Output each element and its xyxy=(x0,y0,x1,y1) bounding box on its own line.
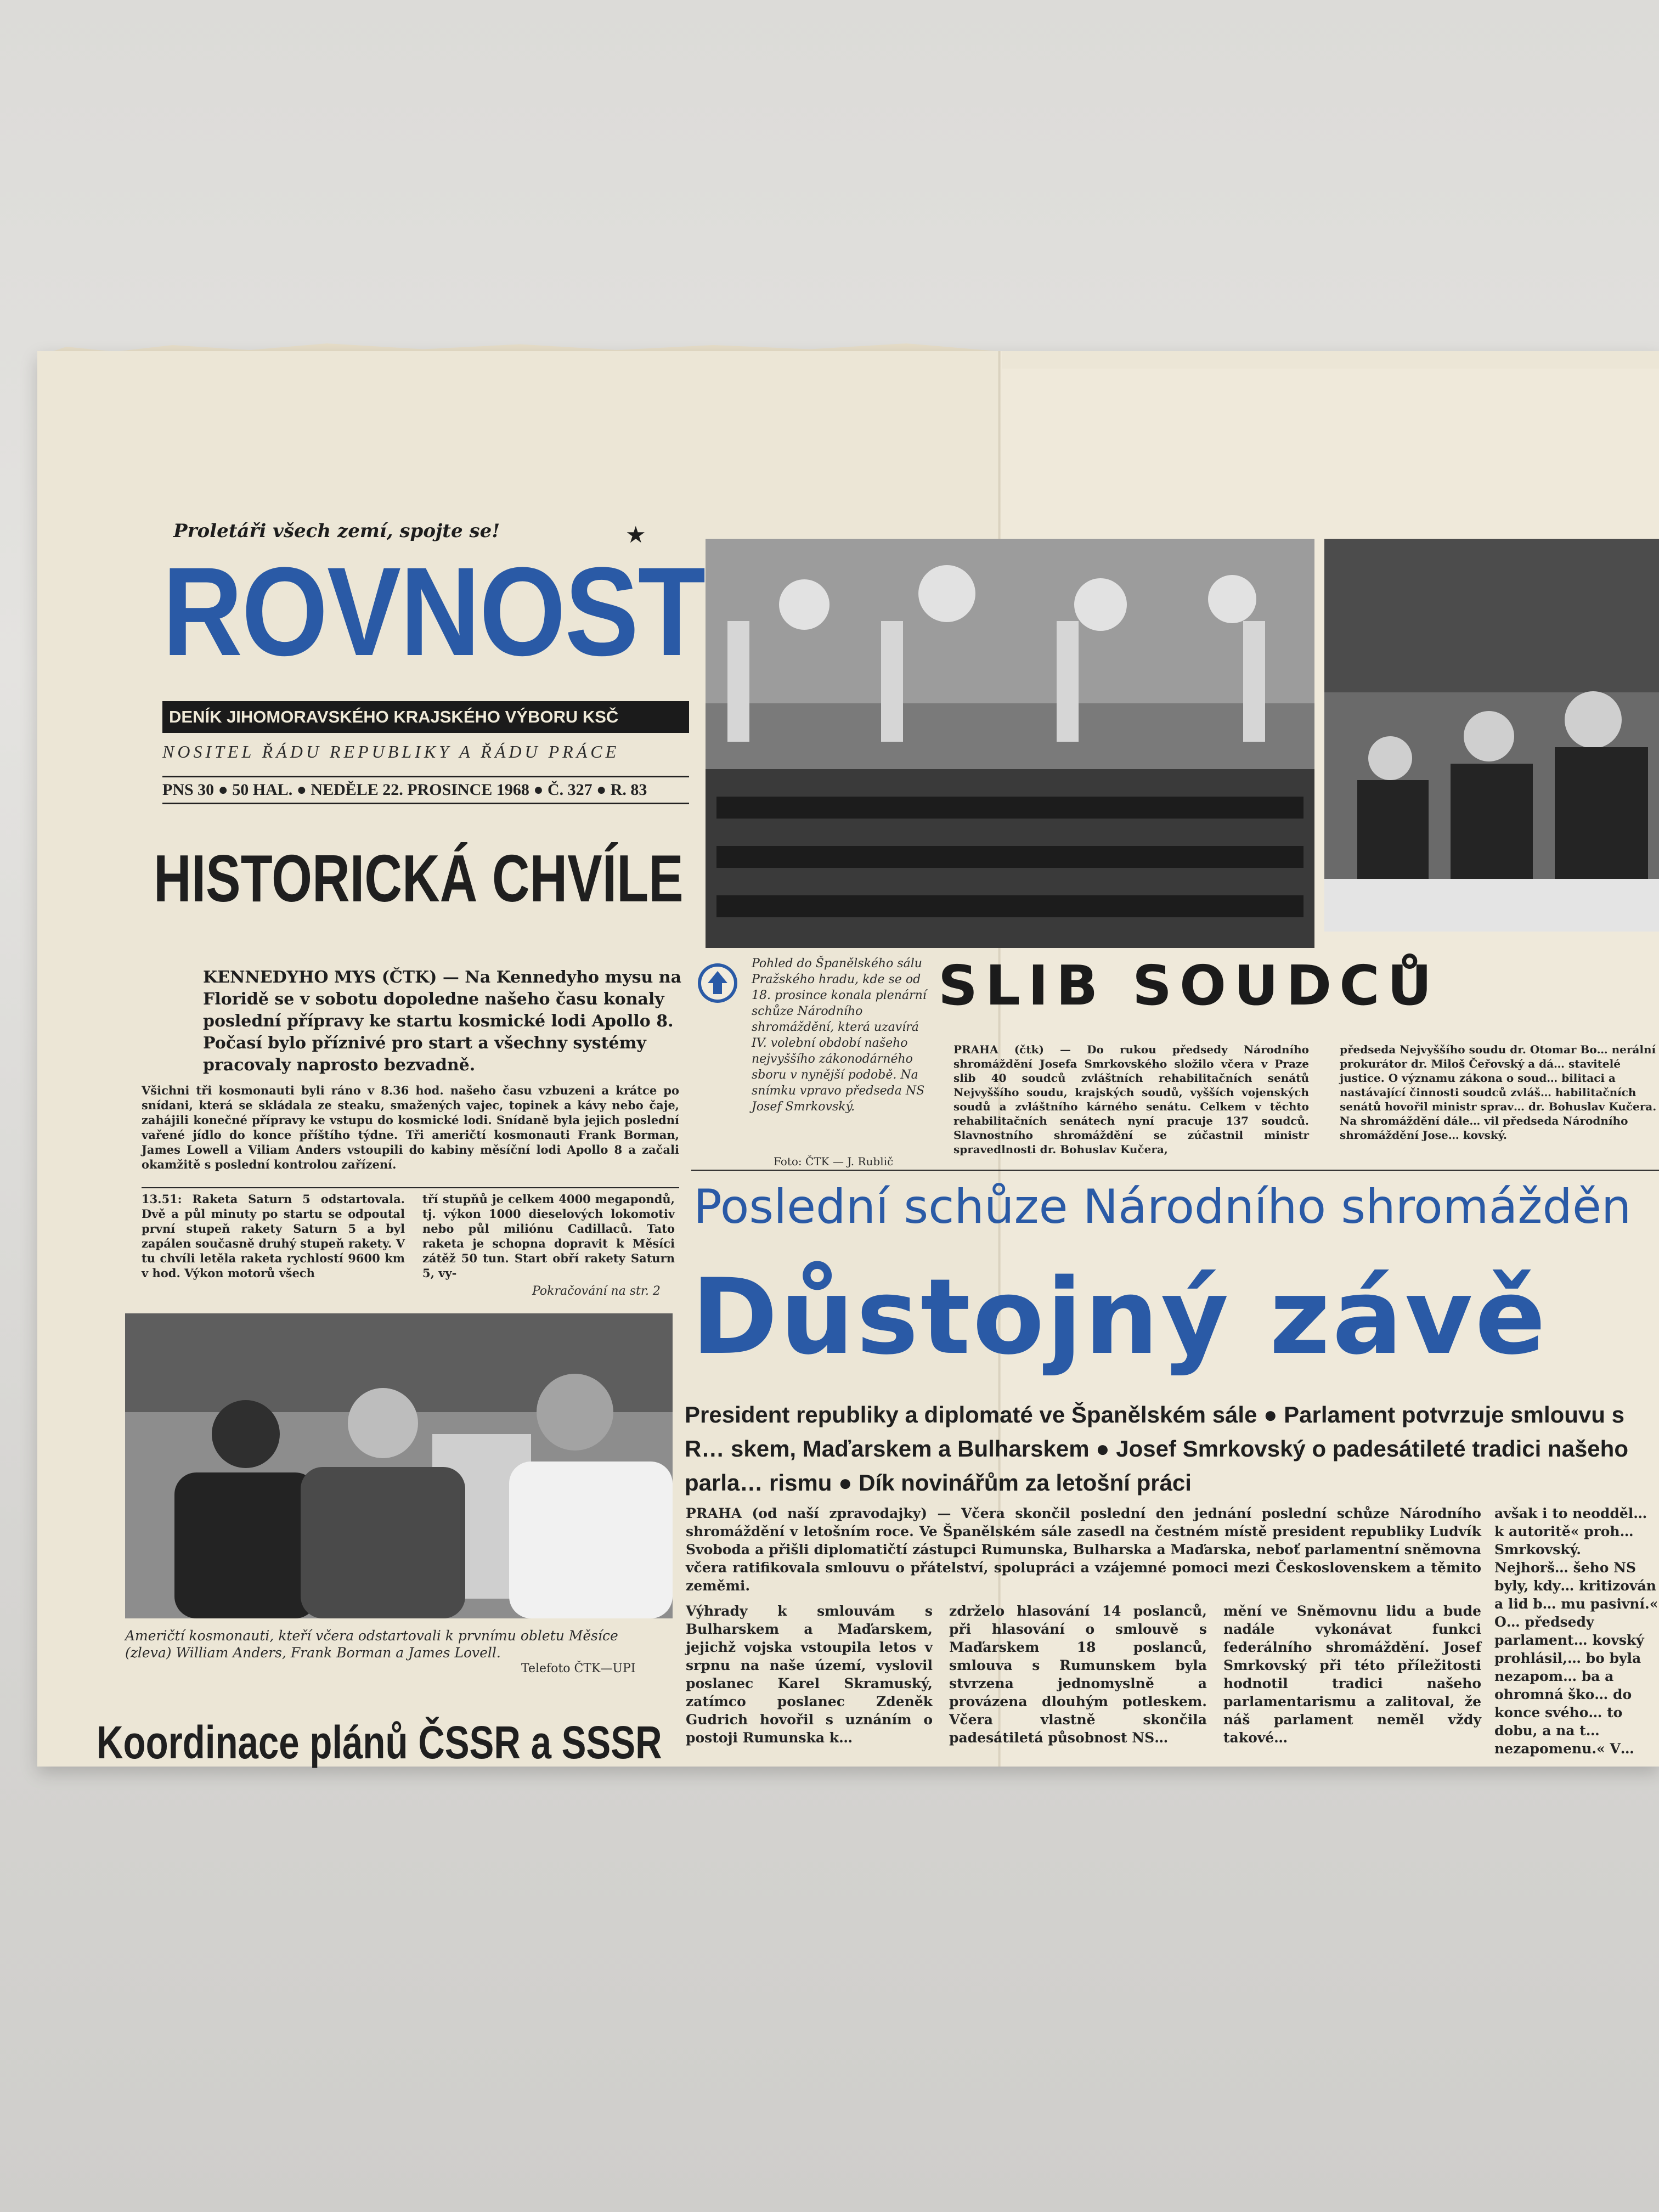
article-paragraph: PRAHA (od naší zpravodajky) — Včera skončil poslední den jednání poslední schůze Národního shromáždění v letošním roce. Ve Španělském sále zasedl na čestném místě president republiky Ludvík Svoboda a přišli diplomatičtí zástupci Rumunska, Bulharska a Maďarska, neboť parlamentní sněmovna včera ratifikovala smlouvu o přátelství, spolupráci a vzájemné pomoci mezi Československem a těmito zeměmi. xyxy=(686,1505,1481,1594)
article-paragraph: Výhrady k smlouvám s Bulharskem a Maďarskem, jejichž vojska vstoupila letos v srpnu na naše území, vyslovil poslanec Karel Skramuský, zatímco poslanec Zdeněk Gudrich hovořil s uznáním o postoji Rumunska k… xyxy=(686,1603,933,1746)
smrkovsky-photo xyxy=(1324,539,1659,932)
spanish-hall-photo xyxy=(706,539,1314,948)
masthead-order: NOSITEL ŘÁDU REPUBLIKY A ŘÁDU PRÁCE xyxy=(162,742,620,761)
headline-slib-soudcu: SLIB SOUDCŮ xyxy=(938,953,1440,1018)
divider xyxy=(691,1170,1659,1171)
photo-credit-hall: Foto: ČTK — J. Rublič xyxy=(774,1155,894,1168)
headline-koordinace: Koordinace plánů ČSSR a SSSR xyxy=(97,1717,662,1768)
headline-dustojny-zaver: Důstojný závě xyxy=(691,1256,1548,1378)
headline-historicka-chvile: HISTORICKÁ CHVÍLE xyxy=(154,841,684,916)
dateline: PNS 30 ● 50 HAL. ● NEDĚLE 22. PROSINCE 1968 ● Č. 327 ● R. 83 xyxy=(162,776,689,804)
continued-note: Pokračování na str. 2 xyxy=(532,1284,661,1298)
masthead-title: ROVNOST xyxy=(162,541,705,682)
photo-caption-astronauts: Američtí kosmonauti, kteří včera odstartovali k prvnímu obletu Měsíce (zleva) William Anders, Frank Borman a James Lovell. xyxy=(125,1628,618,1661)
article-paragraph: avšak i to neodděl… k autoritě« proh… Smrkovský. Nejhorš… šeho NS byly, kdy… kritizován a lid b… mu pasivní.« O… předsedy parlament… kovský prohlásil,… bo byla nezapom… ba a ohromná ško… do konce svého… to dobu, a na t… nezapomenu.« V… xyxy=(1494,1505,1658,1757)
photo-caption-hall: Pohled do Španělského sálu Pražského hradu, kde se od 18. prosince konala plenární schůze Národního shromáždění, která uzavírá IV. volební období našeho nejvyššího zákonodárného sboru v nynější podobě. Na snímku vpravo předseda NS Josef Smrkovský. xyxy=(752,957,927,1114)
masthead-motto: Proletáři všech zemí, spojte se! xyxy=(173,520,500,542)
article-paragraph: 13.51: Raketa Saturn 5 odstartovala. Dvě a půl minuty po startu se odpoutal první stupeň rakety Saturn 5 a byl zapálen současně druhý stupeň rakety. V tu chvíli letěla raketa rychlostí 9600 km v hod. Výkon motorů všech xyxy=(142,1192,405,1280)
star-icon: ★ xyxy=(625,521,646,548)
article-lead: KENNEDYHO MYS (ČTK) — Na Kennedyho mysu na Floridě se v sobotu dopoledne našeho času konaly poslední přípravy ke startu kosmické lodi Apollo 8. Počasí bylo příznivé pro start a všechny systémy pracovaly naprosto bezvadně. xyxy=(203,968,682,1075)
photo-credit: Telefoto ČTK—UPI xyxy=(521,1662,636,1675)
article-paragraph: PRAHA (čtk) — Do rukou předsedy Národního shromáždění Josefa Smrkovského složilo včera v Praze slib 40 soudců zvláštních rehabilitačních senátů Nejvyššího soudu, krajských soudů, vyšších vojenských soudů a zvláštního kárného senátu. Celkem v těchto rehabilitačních senátech nyní pracuje 137 soudců. Slavnostního shromáždění se zúčastnil ministr spravedlnosti dr. Bohuslav Kučera, xyxy=(953,1043,1309,1156)
arrow-up-icon xyxy=(698,963,737,1003)
article-paragraph: předseda Nejvyššího soudu dr. Otomar Bo… nerální prokurátor dr. Miloš Čeřovský a dá… stavitelé justice. O významu zákona o soud… bilitaci a nastávající činnosti soudců zvláš… habilitačních senátů hovořil ministr sprav… dr. Bohuslav Kučera. Na shromáždění dále… vil předseda Národního shromáždění Jose… kovský. xyxy=(1340,1043,1657,1142)
divider xyxy=(142,1187,679,1188)
article-deck: President republiky a diplomaté ve Španělském sále ● Parlament potvrzuje smlouvu s R… skem, Maďarskem a Bulharskem ● Josef Smrkovský o padesátileté tradici našeho parla… rismu ● Dík novinářům za letošní práci xyxy=(685,1402,1628,1496)
article-paragraph: mění ve Sněmovnu lidu a bude nadále vykonávat funkci federálního shromáždění. Josef Smrkovský při této příležitosti hodnotil tradici našeho parlamentarismu a zalitoval, že náš parlament neměl vždy takové… xyxy=(1223,1603,1481,1746)
article-paragraph: Všichni tři kosmonauti byli ráno v 8.36 hod. našeho času vzbuzeni a krátce po snídani, která se skládala ze steaku, smažených vajec, topinek a kávy nebo čaje, zahájili konečné přípravy ke vstupu do kosmické lodi. Snídaně byla jejich poslední vařené jídlo do konce příštího týdne. Tři američtí kosmonauti Frank Borman, James Lowell a Viliam Anders vstoupili do kabiny měsíční lodi Apollo 8 a začali okamžitě s poslední kontrolou zařízení. xyxy=(142,1084,679,1171)
masthead-subtitle: DENÍK JIHOMORAVSKÉHO KRAJSKÉHO VÝBORU KSČ xyxy=(162,701,689,733)
article-paragraph: tří stupňů je celkem 4000 megapondů, tj. výkon 1000 dieselových lokomotiv nebo půl miliónu Cadillaců. Tato raketa je schopna dopravit k Měsíci zátěž 50 tun. Start obří rakety Saturn 5, vy- xyxy=(422,1192,675,1280)
kicker-headline: Poslední schůze Národního shromážděn xyxy=(693,1180,1632,1234)
astronauts-photo xyxy=(125,1313,673,1618)
article-paragraph: zdrželo hlasování 14 poslanců, při hlasování o smlouvě s Maďarskem 18 poslanců, smlouva s Rumunskem byla stvrzena jednomyslně a provázena dlouhým potleskem. Včera vlastně skončila padesátiletá působnost NS… xyxy=(949,1603,1207,1746)
